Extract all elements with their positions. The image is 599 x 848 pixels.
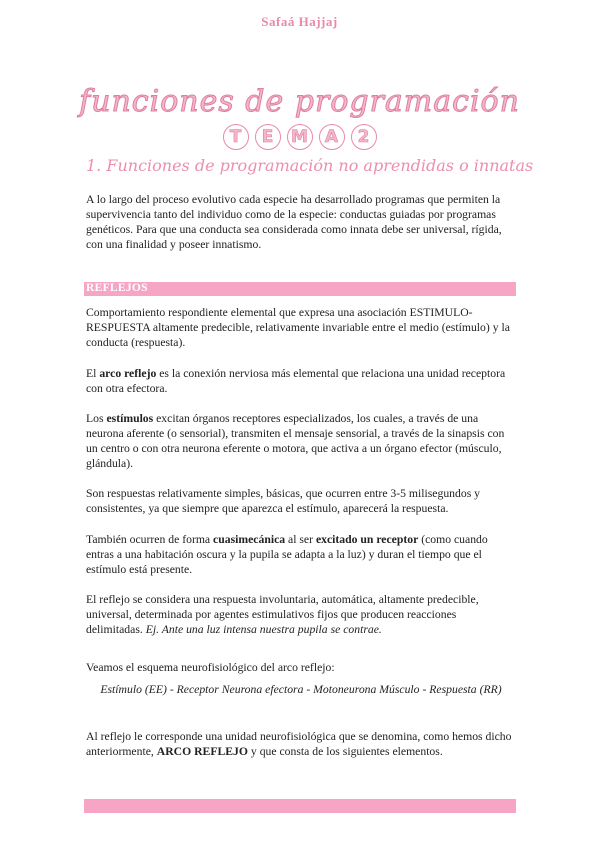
tema-number: 2: [351, 124, 377, 150]
footer-bar: [84, 799, 516, 813]
tema-letter: M: [287, 124, 313, 150]
section-title: 1. Funciones de programación no aprendidas o innatas: [86, 156, 534, 175]
tema-letter: E: [255, 124, 281, 150]
paragraph-7: Veamos el esquema neurofisiológico del arco reflejo:: [86, 661, 335, 674]
reflex-scheme: Estímulo (EE) - Receptor Neurona efectora - Motoneurona Músculo - Respuesta (RR): [100, 683, 502, 696]
section-bar-label: REFLEJOS: [86, 282, 148, 294]
paragraph-8: Al reflejo le corresponde una unidad neurofisiológica que se denomina, como hemos dicho anteriormente, ARCO REFLEJO y que consta de los siguientes elementos.: [86, 730, 512, 758]
main-title: funciones de programación: [79, 84, 520, 119]
author-name: Safaá Hajjaj: [261, 14, 338, 29]
section-bar: [84, 282, 516, 296]
paragraph-6: El reflejo se considera una respuesta involuntaria, automática, altamente predecible, universal, determinada por agentes estimulativos fijos que producen reacciones delimitadas. Ej. Ante una luz intensa nuestra pupila se contrae.: [86, 593, 479, 636]
paragraph-5: También ocurren de forma cuasimecánica al ser excitado un receptor (como cuando entras a una habitación oscura y la pupila se adapta a la luz) y duran el tiempo que el estímulo está presente.: [86, 533, 488, 576]
paragraph-4: Son respuestas relativamente simples, básicas, que ocurren entre 3-5 milisegundos y consistentes, ya que siempre que aparezca el estímulo, aparecerá la respuesta.: [86, 487, 481, 515]
paragraph-2: El arco reflejo es la conexión nerviosa más elemental que relaciona una unidad receptora con otra efectora.: [86, 367, 506, 395]
tema-badge: [0, 124, 599, 150]
intro-paragraph: A lo largo del proceso evolutivo cada especie ha desarrollado programas que permiten la supervivencia tanto del individuo como de la especie: conductas guiadas por programas genéticos. Para que una conducta sea considerada como innata debe ser universal, rígida, con una finalidad y poseer innatismo.: [86, 193, 502, 251]
paragraph-1: Comportamiento respondiente elemental que expresa una asociación ESTIMULO-RESPUESTA altamente predecible, relativamente invariable entre el medio (estímulo) y la conducta (respuesta).: [86, 306, 510, 349]
tema-letter: T: [223, 124, 249, 150]
paragraph-3: Los estímulos excitan órganos receptores especializados, los cuales, a través de una neurona aferente (o sensorial), transmiten el mensaje sensorial, a través de la sinapsis con un centro o con otra neurona eferente o motora, que activa a un órgano efector (músculo, glándula).: [86, 412, 505, 470]
tema-letter: A: [319, 124, 345, 150]
